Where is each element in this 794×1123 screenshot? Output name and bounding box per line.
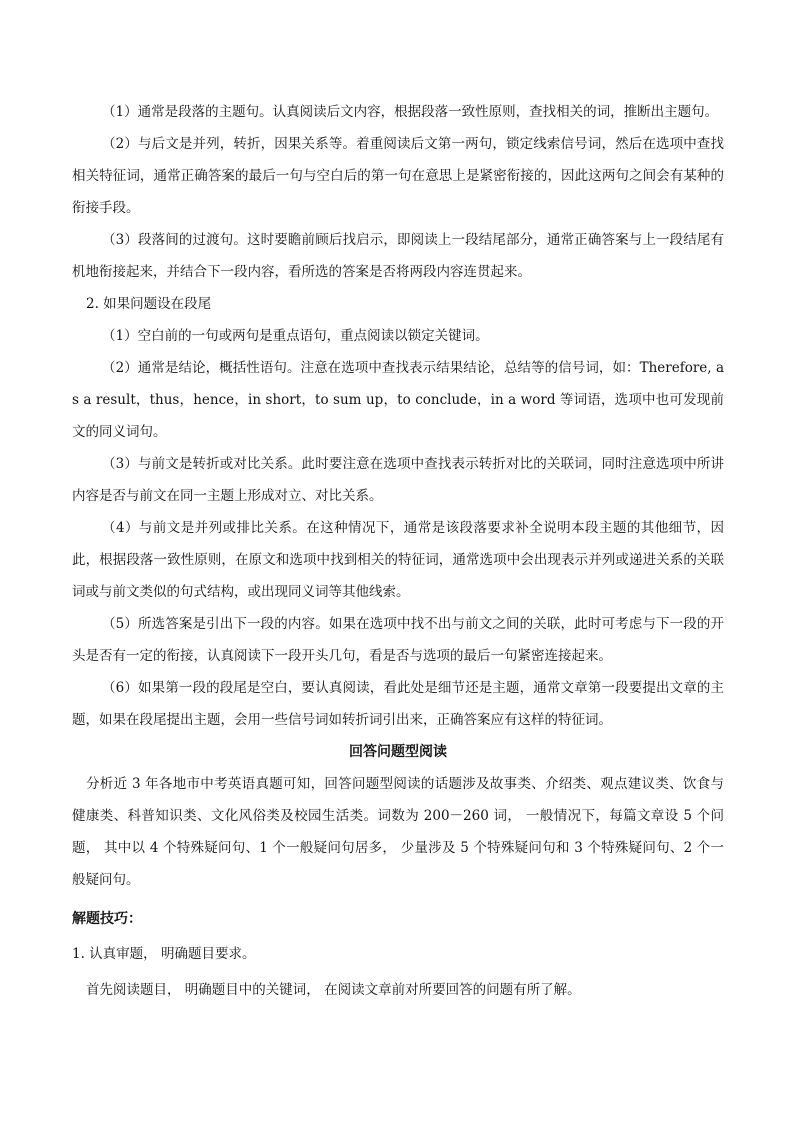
paragraph-7: （4）与前文是并列或排比关系。在这种情况下，通常是该段落要求补全说明本段主题的其他细节，因此，根据段落一致性原则，在原文和选项中找到相关的特征词，通常选项中会出现表示并列或递进关系的关联词或与前文类似的句式结构，或出现同义词等其他线索。 <box>72 520 724 600</box>
tip-1-heading: 1. 认真审题， 明确题目要求。 <box>72 946 256 962</box>
paragraph-5: （2）通常是结论，概括性语句。注意在选项中查找表示结果结论，总结等的信号词，如：Therefore, as a result，thus，hence，in short，to sum up，to conclude，in a word 等词语，选项中也可发现前文的同义词句。 <box>72 360 724 440</box>
paragraph-1: （1）通常是段落的主题句。认真阅读后文内容，根据段落一致性原则，查找相关的词，推断出主题句。 <box>102 104 719 120</box>
paragraph-8: （5）所选答案是引出下一段的内容。如果在选项中找不出与前文之间的关联，此时可考虑与下一段的开头是否有一定的衔接，认真阅读下一段开头几句，看是否与选项的最后一句紧密连接起来。 <box>72 616 724 664</box>
paragraph-3: （3）段落间的过渡句。这时要瞻前顾后找启示，即阅读上一段结尾部分，通常正确答案与上一段结尾有机地衔接起来，并结合下一段内容，看所选的答案是否将两段内容连贯起来。 <box>72 232 724 280</box>
paragraph-2: （2）与后文是并列，转折，因果关系等。着重阅读后文第一两句，锁定线索信号词，然后在选项中查找相关特征词，通常正确答案的最后一句与空白后的第一句在意思上是紧密衔接的，因此这两句之间会有某种的衔接手段。 <box>72 136 724 216</box>
subheading-paragraph-end: 2. 如果问题设在段尾 <box>86 296 212 312</box>
section-title: 回答问题型阅读 <box>349 744 447 760</box>
paragraph-9: （6）如果第一段的段尾是空白，要认真阅读，看此处是细节还是主题，通常文章第一段要提出文章的主题，如果在段尾提出主题，会用一些信号词如转折词引出来，正确答案应有这样的特征词。 <box>72 680 724 728</box>
tips-heading: 解题技巧： <box>72 911 142 927</box>
document-page <box>72 96 724 1008</box>
tip-1-body: 首先阅读题目， 明确题目中的关键词， 在阅读文章前对所要回答的问题有所了解。 <box>86 982 581 998</box>
section-intro: 分析近 3 年各地市中考英语真题可知，回答问题型阅读的话题涉及故事类、介绍类、观点建议类、饮食与健康类、科普知识类、文化风俗类及校园生活类。词数为 200－260 词， 一般情况下，每篇文章设 5 个问题， 其中以 4 个特殊疑问句、1 个一般疑问句居多， 少量涉及 5 个特殊疑问句和 3 个特殊疑问句、2 个一般疑问句。 <box>72 776 724 888</box>
paragraph-6: （3）与前文是转折或对比关系。此时要注意在选项中查找表示转折对比的关联词，同时注意选项中所讲内容是否与前文在同一主题上形成对立、对比关系。 <box>72 456 724 504</box>
paragraph-4: （1）空白前的一句或两句是重点语句，重点阅读以锁定关键词。 <box>102 328 489 344</box>
